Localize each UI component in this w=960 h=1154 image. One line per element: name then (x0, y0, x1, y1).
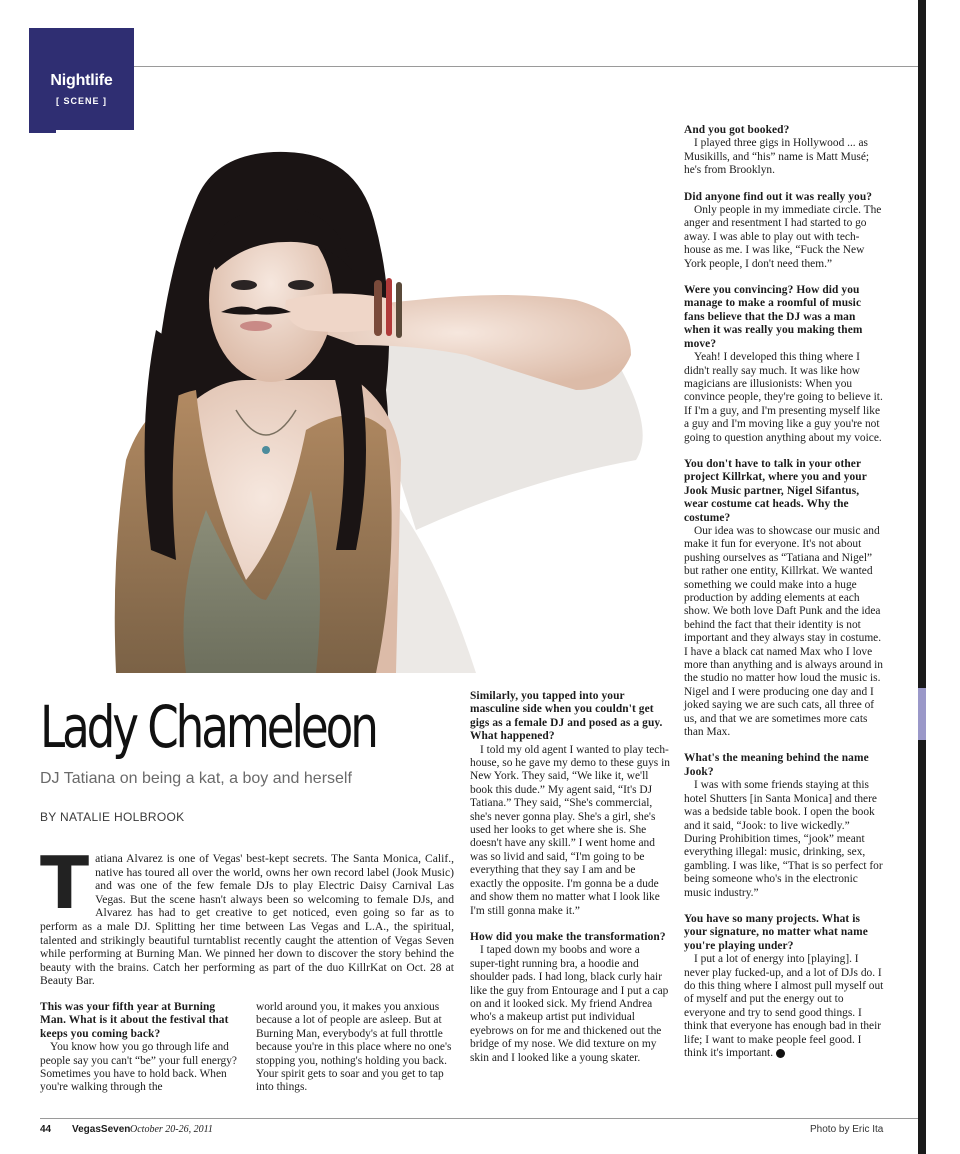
photo-credit: Photo by Eric Ita (810, 1124, 884, 1135)
answer-continued: world around you, it makes you anxious because a lot of people are asleep. But at Burning Man, everybody's at full throttle because you're in this place where no one's stopping you, nothing's holding you back. Your spirit gets to soar and you get to tap into things. (256, 1001, 452, 1094)
answer: Our idea was to showcase our music and make it fun for everyone. It's not about pushing ourselves as “Tatiana and Nigel” but rather one entity, Killrkat. We wanted something we could make into a huge production by adding elements at each show. We both love Daft Punk and the idea behind the fact that their identity is not important and they always stay in costume. I have a black cat named Max who I love more than anything and is always around in the studio no matter how loud the music is. Nigel and I were producing one day and I joked saying we are such cats, all three of us, and that we are sometimes more cats than Max. (684, 524, 883, 739)
answer (684, 953, 884, 1060)
question: Were you convincing? How did you manage to make a roomful of music fans believe that the DJ was a man when it was really you making them move? (684, 284, 863, 350)
answer: I played three gigs in Hollywood ... as Musikills, and “his” name is Matt Musé; he's from Brooklyn. (684, 137, 870, 177)
section-subname: [ SCENE ] (55, 96, 107, 106)
article-column-2 (256, 1001, 456, 1095)
answer-text: I put a lot of energy into [playing]. I never play fucked-up, and a lot of DJs do. I do this thing where I almost pull myself out of myself and put the energy out to everyone and try to send good things. I think that everyone has enough bad in their life; I want to make people feel good. I think it's important. (684, 953, 884, 1059)
question: Similarly, you tapped into your masculine side when you couldn't get gigs as a female DJ and posed as a guy. What happened? (470, 690, 663, 743)
question: How did you make the transformation? (470, 930, 666, 943)
question: Did anyone find out it was really you? (684, 190, 873, 203)
drop-cap: T (40, 841, 90, 925)
article-column-1 (40, 1001, 242, 1095)
section-label-box (29, 28, 134, 133)
section-name: Nightlife (50, 72, 113, 89)
article-intro (40, 841, 454, 988)
portrait-photo (56, 130, 646, 673)
article-column-4 (684, 124, 884, 1060)
article-byline: BY NATALIE HOLBROOK (40, 810, 185, 824)
binding-edge-accent (918, 688, 926, 740)
question: This was your fifth year at Burning Man. What is it about the festival that keeps you coming back? (40, 1001, 229, 1040)
answer: You know how you go through life and people say you can't “be” your full energy? Sometimes you have to hold back. When you're walking through the (40, 1041, 237, 1094)
intro-text: atiana Alvarez is one of Vegas' best-kept secrets. The Santa Monica, Calif., native has toured all over the world, owns her own record label (Jook Music) and was one of the few female DJs to play Electric Daisy Carnival Las Vegas. But the scene hasn't always been so welcoming to female DJs, and Alvarez has had to get creative to get noticed, even going so far as to perform as a male DJ. Splitting her time between Las Vegas and L.A., the spiritual, talented and strikingly beautiful turntablist recently caught the attention of Vegas Seven while performing at Burning Man. We pinned her down to discover the story behind the beauty with the brains. Catch her performing as part of the duo KillrKat on Oct. 28 at Beauty Bar. (40, 852, 454, 988)
article-column-3 (470, 690, 670, 1065)
article-headline: Lady Chameleon (40, 693, 376, 761)
answer: Yeah! I developed this thing where I didn't really say much. It was like how magicians are illusionists: When you convince people, they're going to believe it. If I'm a guy, and I'm presenting myself like a guy and I'm moving like a guy you're not going to question anything about my voice. (684, 351, 883, 444)
header-rule (134, 66, 918, 67)
footer-rule (40, 1118, 918, 1119)
question: What's the meaning behind the name Jook? (684, 752, 869, 778)
page-number: 44 (40, 1124, 52, 1135)
question: You have so many projects. What is your signature, no matter what name you're playing under? (684, 912, 868, 952)
issue-date: October 20-26, 2011 (130, 1124, 213, 1135)
answer: I taped down my boobs and wore a super-tight running bra, a hoodie and shoulder pads. I had long, black curly hair like the guy from Entourage and I put a cap on and it looked sick. My friend Andrea who's a makeup artist put individual eyebrows on for me and thickened out the bridge of my nose. We did texture on my skin and I looked like a young skater. (470, 944, 669, 1064)
answer: I told my old agent I wanted to play tech-house, so he gave my demo to these guys in New York. They said, “We like it, we'll book this dude.” My agent said, “It's DJ Tatiana.” They said, “She's commercial, she's never gonna play. She's a girl, she's used her looks to get where she is. She doesn't have any skill.” I went home and was so livid and said, “I'm going to be everything that they say I am and be exactly the opposite. I'm gonna be a dude and show them no matter what I look like I'm still gonna make it.” (470, 743, 670, 917)
answer: Only people in my immediate circle. The anger and resentment I had started to go away. I was able to play out with tech-house as me. I was like, “Fuck the New York people, I don't need them.” (684, 204, 882, 270)
question: And you got booked? (684, 124, 790, 136)
end-mark-icon (776, 1049, 785, 1058)
article-deck: DJ Tatiana on being a kat, a boy and herself (40, 770, 352, 787)
binding-edge-bar (918, 0, 926, 1154)
answer: I was with some friends staying at this hotel Shutters [in Santa Monica] and there was a bedside table book. I open the book and it said, “Jook: to live wickedly.” During Prohibition times, “jook” meant everything illegal: music, drinking, sex, gambling. I was like, “That is so perfect for being someone who's in the electronic music industry.” (684, 779, 883, 899)
question: You don't have to talk in your other project Killrkat, where you and your Jook Music partner, Nigel Sifantus, wear costume cat heads. Why the costume? (684, 457, 867, 524)
publication-name: VegasSeven (72, 1124, 131, 1135)
